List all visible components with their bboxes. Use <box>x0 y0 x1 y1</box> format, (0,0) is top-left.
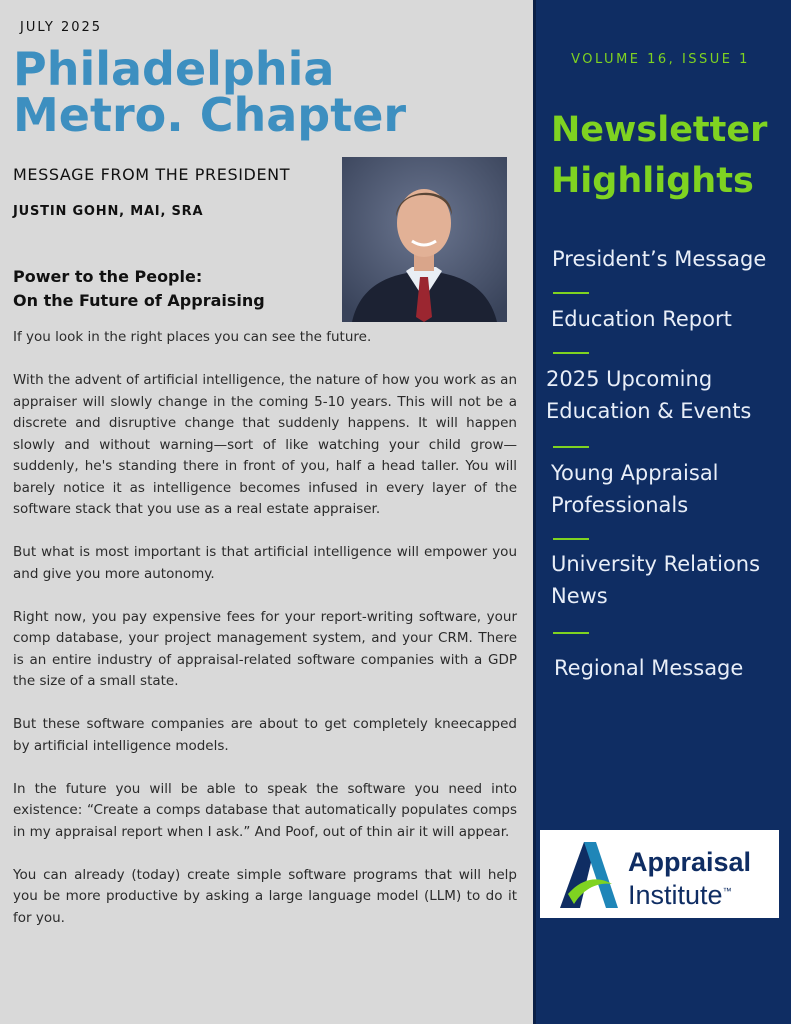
highlight-item-label: Education & Events <box>546 399 752 423</box>
highlight-item-upcoming-education[interactable] <box>546 363 751 427</box>
volume-issue: VOLUME 16, ISSUE 1 <box>571 52 750 67</box>
article-paragraph: But what is most important is that artificial intelligence will empower you and give you more autonomy. <box>13 544 517 582</box>
article-title-line1: Power to the People: <box>13 267 203 286</box>
article-body <box>13 327 517 951</box>
highlight-item-label: News <box>551 584 608 608</box>
highlight-item-young-appraisal[interactable] <box>551 457 719 521</box>
highlights-title-line2: Highlights <box>551 161 754 201</box>
highlight-item-regional-message[interactable] <box>554 652 743 684</box>
chapter-title <box>13 42 407 142</box>
logo-mark-icon <box>558 838 620 914</box>
issue-date: JULY 2025 <box>20 20 103 35</box>
highlight-divider <box>553 292 589 294</box>
highlight-item-education-report[interactable] <box>551 303 732 335</box>
article-paragraph: If you look in the right places you can see the future. <box>13 329 372 345</box>
highlights-title <box>551 105 767 207</box>
trademark-symbol: ™ <box>722 886 732 896</box>
highlight-item-label: 2025 Upcoming <box>546 367 713 391</box>
highlight-divider <box>553 352 589 354</box>
highlight-item-university-relations[interactable] <box>551 548 760 612</box>
highlight-divider <box>553 446 589 448</box>
logo-wordmark <box>628 848 751 910</box>
message-heading: MESSAGE FROM THE PRESIDENT <box>13 165 291 184</box>
highlight-item-presidents-message[interactable] <box>552 243 766 275</box>
logo-line2-text: Institute <box>628 880 723 910</box>
appraisal-institute-logo <box>540 830 779 918</box>
highlight-item-label: University Relations <box>551 552 761 576</box>
article-title-line2: On the Future of Appraising <box>13 291 265 310</box>
chapter-title-line2: Metro. Chapter <box>13 88 407 142</box>
president-photo <box>342 157 507 322</box>
highlights-title-line1: Newsletter <box>551 110 768 150</box>
highlight-item-label: Regional Message <box>554 656 744 680</box>
highlight-divider <box>553 632 589 634</box>
article-paragraph: You can already (today) create simple software programs that will help you be more productive by asking a large language model (LLM) to do it for you. <box>13 866 517 926</box>
chapter-title-line1: Philadelphia <box>13 42 335 96</box>
logo-line1: Appraisal <box>628 847 752 877</box>
article-paragraph: In the future you will be able to speak the software you need into existence: “Create a comps database that automatically populates comps in my appraisal report when I ask.” And Poof, out of thin air it will appear. <box>13 780 517 840</box>
article-title <box>13 265 265 313</box>
article-paragraph: Right now, you pay expensive fees for your report-writing software, your comp database, your project management system, and your CRM. There is an entire industry of appraisal-related software companies with a GDP the size of a small state. <box>13 608 517 689</box>
article-paragraph: With the advent of artificial intelligence, the nature of how you work as an appraiser will slowly change in the coming 5-10 years. This will not be a discrete and disruptive change that suddenly happens. It will happen slowly and without warning—sort of like watching your child grow—suddenly, he's standing there in front of you, half a head taller. You will barely notice it as intelligence becomes infused in every layer of the software stack that you use as a real estate appraiser. <box>13 372 517 517</box>
author-name: JUSTIN GOHN, MAI, SRA <box>13 204 204 219</box>
highlight-item-label: President’s Message <box>552 247 767 271</box>
highlight-item-label: Young Appraisal <box>551 461 719 485</box>
article-paragraph: But these software companies are about to get completely kneecapped by artificial intelligence models. <box>13 716 517 754</box>
highlight-item-label: Education Report <box>551 307 732 331</box>
logo-line2 <box>628 877 751 910</box>
highlight-item-label: Professionals <box>551 493 689 517</box>
highlight-divider <box>553 538 589 540</box>
